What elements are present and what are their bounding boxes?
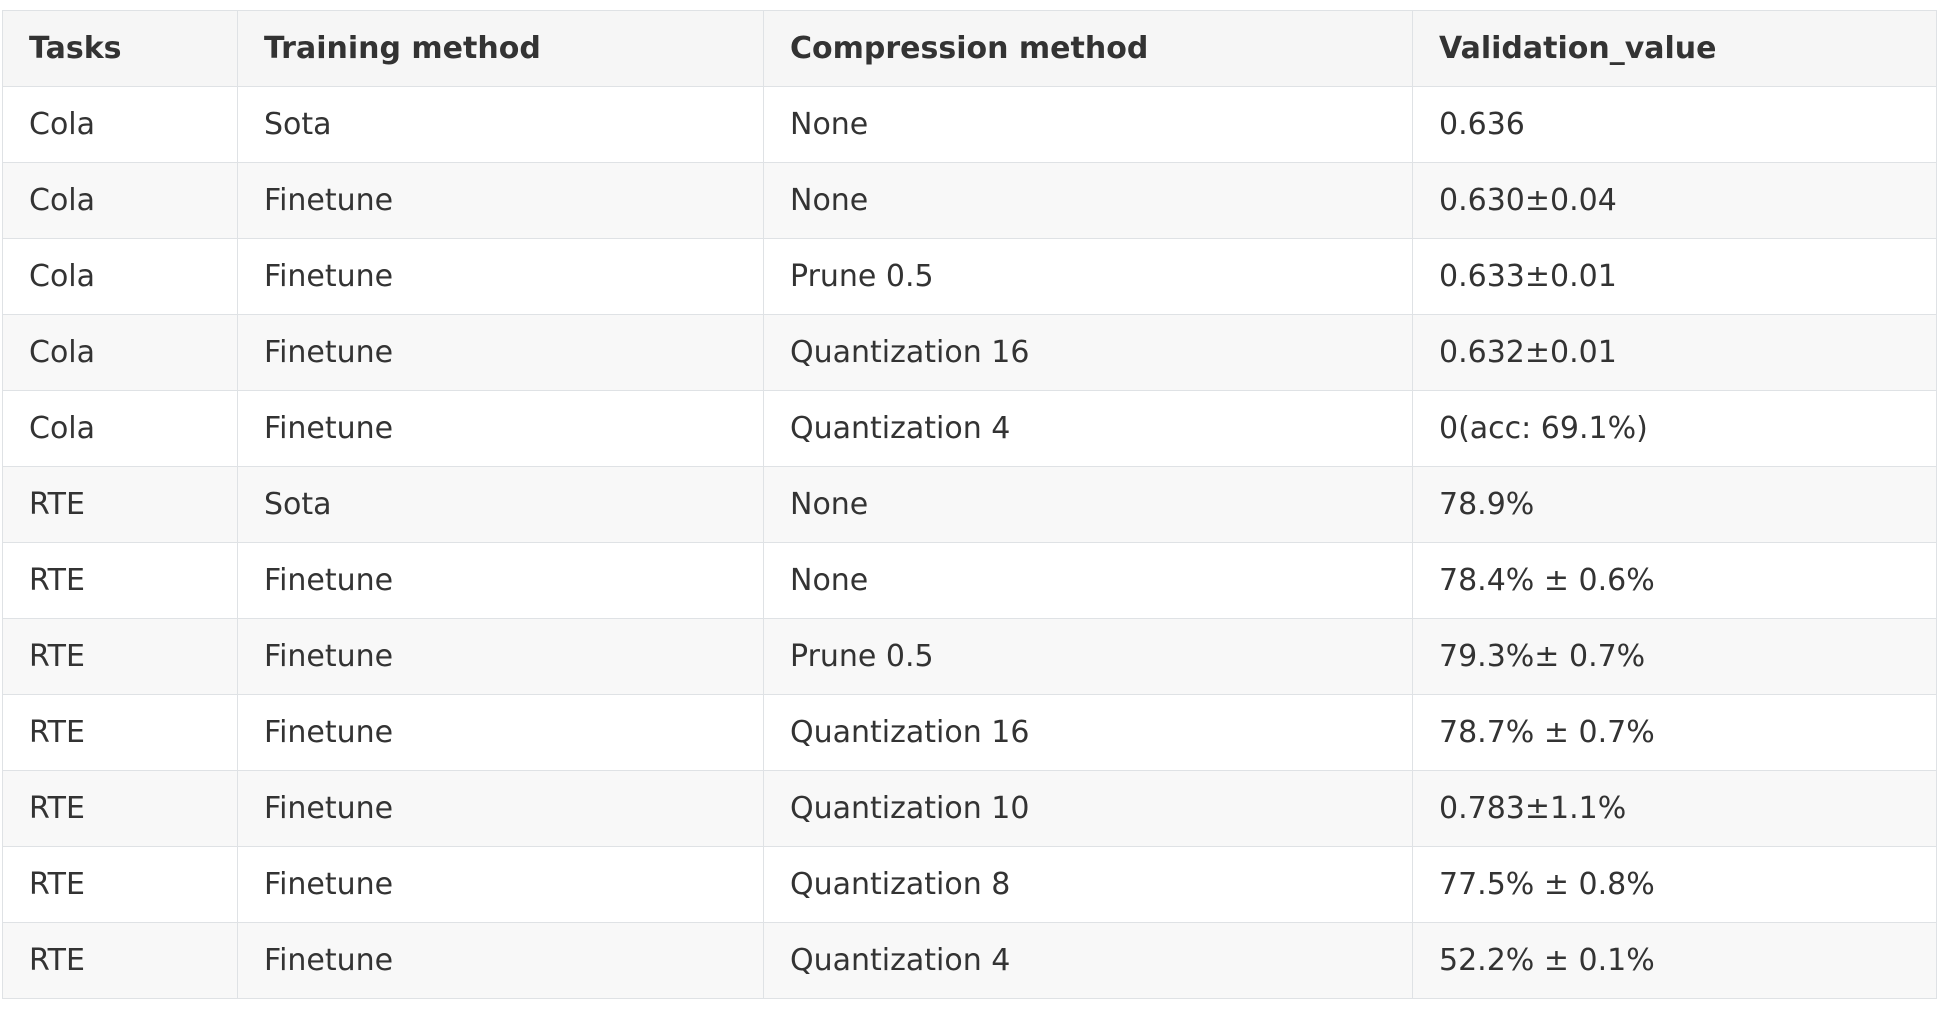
cell-task: Cola (3, 87, 238, 163)
cell-validation-value: 78.9% (1413, 467, 1937, 543)
header-training-method: Training method (238, 11, 764, 87)
table-row (3, 543, 1937, 619)
cell-training-method: Finetune (238, 847, 764, 923)
cell-training-method: Finetune (238, 391, 764, 467)
cell-task: RTE (3, 619, 238, 695)
results-table-container (2, 10, 1936, 999)
table-row (3, 847, 1937, 923)
cell-training-method: Finetune (238, 543, 764, 619)
cell-validation-value: 0.636 (1413, 87, 1937, 163)
cell-training-method: Finetune (238, 619, 764, 695)
cell-task: Cola (3, 239, 238, 315)
cell-validation-value: 0.630±0.04 (1413, 163, 1937, 239)
table-row (3, 87, 1937, 163)
cell-training-method: Finetune (238, 923, 764, 999)
cell-compression-method: None (764, 543, 1413, 619)
cell-validation-value: 0.633±0.01 (1413, 239, 1937, 315)
cell-compression-method: Quantization 4 (764, 923, 1413, 999)
cell-task: RTE (3, 543, 238, 619)
cell-validation-value: 0.783±1.1% (1413, 771, 1937, 847)
cell-validation-value: 77.5% ± 0.8% (1413, 847, 1937, 923)
cell-training-method: Finetune (238, 695, 764, 771)
table-row (3, 315, 1937, 391)
cell-task: RTE (3, 467, 238, 543)
cell-training-method: Finetune (238, 771, 764, 847)
cell-compression-method: None (764, 163, 1413, 239)
cell-validation-value: 0(acc: 69.1%) (1413, 391, 1937, 467)
cell-compression-method: Quantization 8 (764, 847, 1413, 923)
cell-compression-method: Quantization 16 (764, 695, 1413, 771)
table-row (3, 923, 1937, 999)
cell-validation-value: 52.2% ± 0.1% (1413, 923, 1937, 999)
cell-validation-value: 78.7% ± 0.7% (1413, 695, 1937, 771)
table-row (3, 619, 1937, 695)
table-body (3, 87, 1937, 999)
cell-compression-method: Quantization 10 (764, 771, 1413, 847)
header-validation-value: Validation_value (1413, 11, 1937, 87)
cell-training-method: Finetune (238, 315, 764, 391)
header-tasks: Tasks (3, 11, 238, 87)
cell-training-method: Finetune (238, 239, 764, 315)
header-compression-method: Compression method (764, 11, 1413, 87)
results-table (2, 10, 1937, 999)
table-row (3, 239, 1937, 315)
cell-compression-method: Quantization 16 (764, 315, 1413, 391)
table-row (3, 467, 1937, 543)
cell-training-method: Finetune (238, 163, 764, 239)
cell-task: Cola (3, 391, 238, 467)
cell-task: Cola (3, 163, 238, 239)
table-header (3, 11, 1937, 87)
cell-task: RTE (3, 695, 238, 771)
cell-compression-method: None (764, 467, 1413, 543)
cell-validation-value: 0.632±0.01 (1413, 315, 1937, 391)
cell-compression-method: Prune 0.5 (764, 619, 1413, 695)
cell-compression-method: None (764, 87, 1413, 163)
table-row (3, 771, 1937, 847)
cell-task: Cola (3, 315, 238, 391)
cell-training-method: Sota (238, 467, 764, 543)
cell-compression-method: Prune 0.5 (764, 239, 1413, 315)
cell-task: RTE (3, 923, 238, 999)
table-row (3, 695, 1937, 771)
table-row (3, 163, 1937, 239)
cell-validation-value: 78.4% ± 0.6% (1413, 543, 1937, 619)
cell-validation-value: 79.3%± 0.7% (1413, 619, 1937, 695)
header-row (3, 11, 1937, 87)
cell-task: RTE (3, 771, 238, 847)
cell-task: RTE (3, 847, 238, 923)
table-row (3, 391, 1937, 467)
cell-training-method: Sota (238, 87, 764, 163)
cell-compression-method: Quantization 4 (764, 391, 1413, 467)
